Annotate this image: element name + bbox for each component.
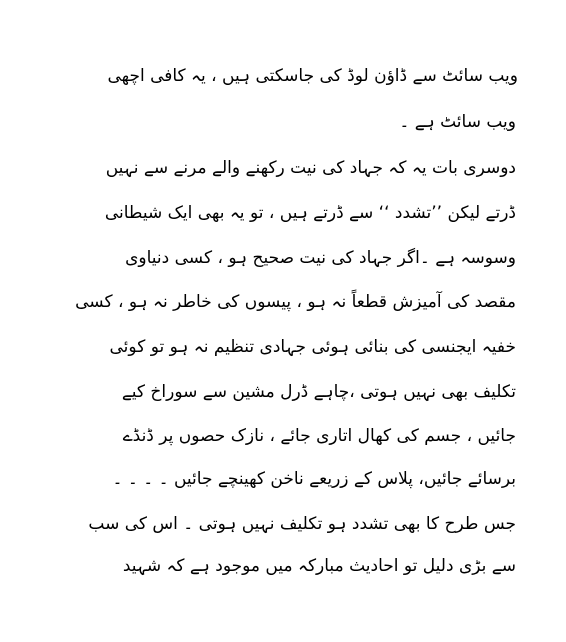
text-line-3: دوسری بات یہ کہ جہاد کی نیت رکھنے والے مرنے سے نہیں bbox=[105, 158, 516, 178]
text-line-2: ویب سائٹ ہے ۔ bbox=[399, 112, 516, 132]
text-line-11: جس طرح کا بھی تشدد ہو تکلیف نہیں ہوتی ۔ اس کی سب bbox=[88, 514, 516, 534]
text-line-10: برسائے جائیں، پلاس کے زریعے ناخن کھینچے جائیں ۔ ۔ ۔ ۔ bbox=[112, 469, 516, 489]
text-line-12: سے بڑی دلیل تو احادیث مبارکہ میں موجود ہے کہ شہید bbox=[122, 556, 516, 576]
text-line-6: مقصد کی آمیزش قطعاً نہ ہو ، پیسوں کی خاطر نہ ہو ، کسی bbox=[75, 292, 516, 312]
text-line-7: خفیہ ایجنسی کی بنائی ہوئی جہادی تنظیم نہ ہو تو کوئی bbox=[109, 337, 516, 357]
text-line-5: وسوسہ ہے ۔اگر جہاد کی نیت صحیح ہو ، کسی دنیاوی bbox=[125, 248, 516, 268]
text-line-8: تکلیف بھی نہیں ہوتی ،چاہے ڈرل مشین سے سوراخ کیے bbox=[121, 382, 516, 402]
text-line-4: ڈرتے لیکن ’’تشدد ‘‘ سے ڈرتے ہیں ، تو یہ بھی ایک شیطانی bbox=[104, 203, 516, 223]
text-line-1: ویب سائٹ سے ڈاؤن لوڈ کی جاسکتی ہیں ، یہ کافی اچھی bbox=[107, 66, 518, 86]
text-line-9: جائیں ، جسم کی کھال اتاری جائے ، نازک حصوں پر ڈنڈے bbox=[122, 426, 516, 446]
